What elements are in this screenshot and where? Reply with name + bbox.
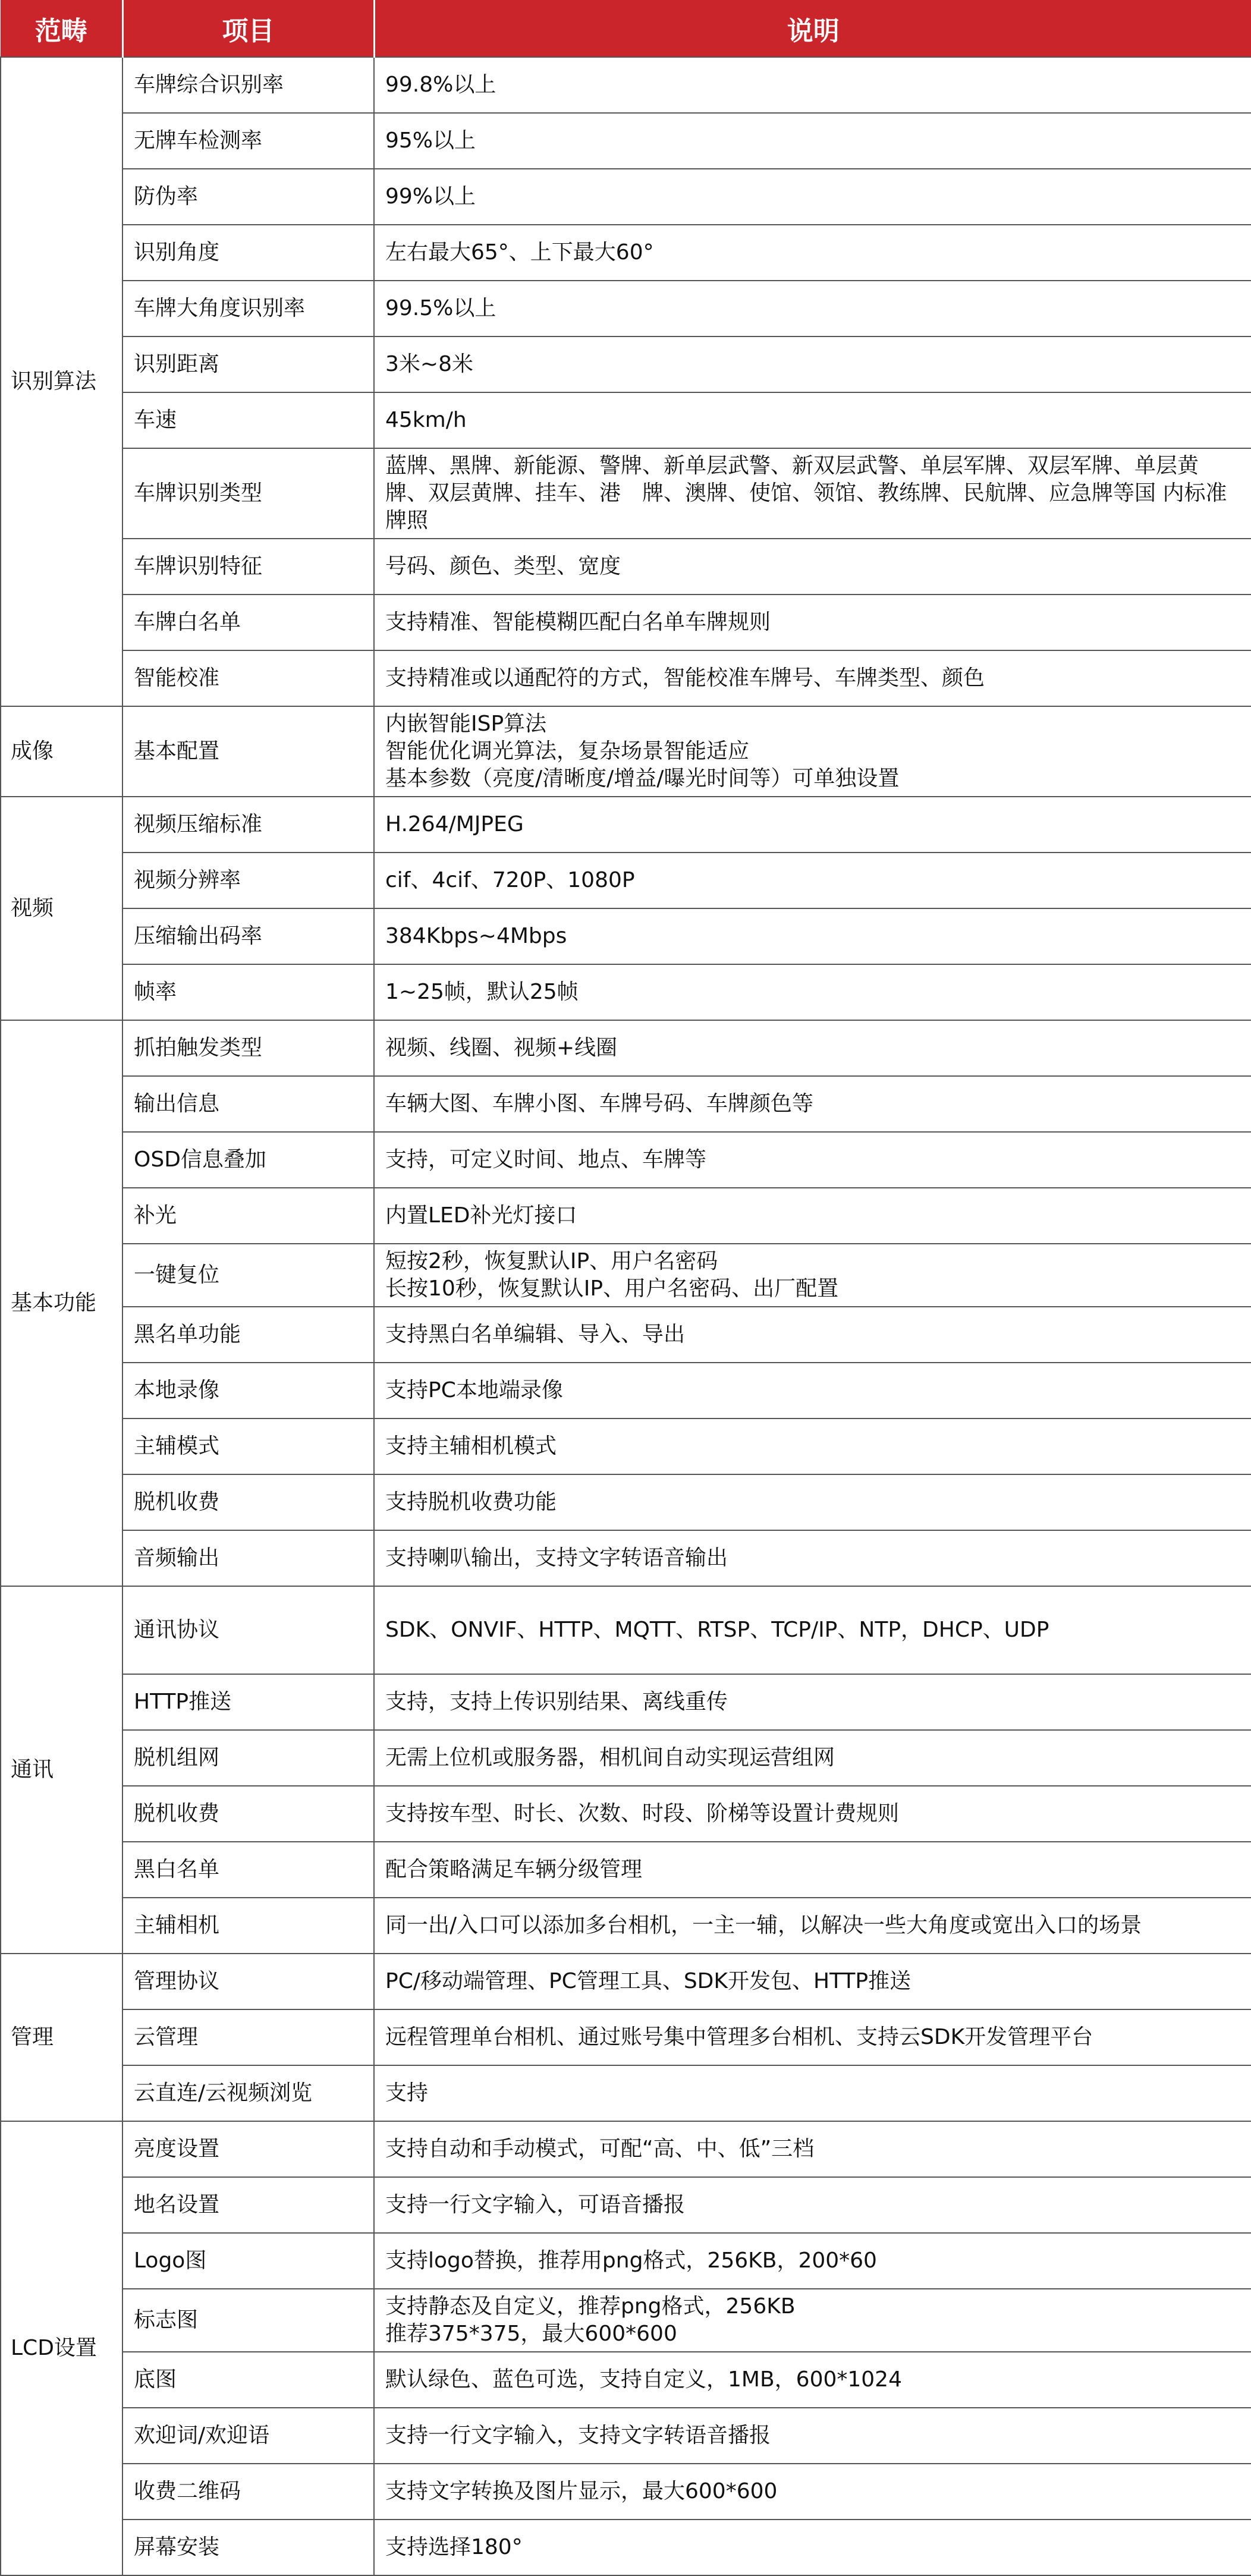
item-cell: 脱机收费 xyxy=(122,1786,374,1842)
description-cell: 蓝牌、黑牌、新能源、警牌、新单层武警、新双层武警、单层军牌、双层军牌、单层黄牌、双层黄牌、挂车、港 牌、澳牌、使馆、领馆、教练牌、民航牌、应急牌等国 内标准牌照 xyxy=(374,448,1251,539)
table-row xyxy=(1,1132,1251,1188)
description-cell: 支持 xyxy=(374,2065,1251,2121)
category-cell: 管理 xyxy=(1,1954,122,2121)
item-cell: 欢迎词/欢迎语 xyxy=(122,2408,374,2464)
item-cell: 屏幕安装 xyxy=(122,2520,374,2575)
item-cell: 黑白名单 xyxy=(122,1842,374,1898)
description-cell: 内嵌智能ISP算法 智能优化调光算法，复杂场景智能适应 基本参数（亮度/清晰度/增益/曝光时间等）可单独设置 xyxy=(374,706,1251,797)
table-row xyxy=(1,2464,1251,2520)
item-cell: 车牌识别类型 xyxy=(122,448,374,539)
item-cell: 标志图 xyxy=(122,2289,374,2352)
table-row xyxy=(1,1786,1251,1842)
description-cell: 支持黑白名单编辑、导入、导出 xyxy=(374,1307,1251,1363)
item-cell: HTTP推送 xyxy=(122,1674,374,1730)
table-row xyxy=(1,1418,1251,1474)
table-row xyxy=(1,281,1251,336)
item-cell: 无牌车检测率 xyxy=(122,113,374,169)
category-cell: 视频 xyxy=(1,797,122,1020)
description-cell: H.264/MJPEG xyxy=(374,797,1251,853)
description-cell: 无需上位机或服务器，相机间自动实现运营组网 xyxy=(374,1730,1251,1786)
table-row xyxy=(1,1898,1251,1954)
table-row xyxy=(1,169,1251,225)
item-cell: 地名设置 xyxy=(122,2177,374,2233)
item-cell: 收费二维码 xyxy=(122,2464,374,2520)
item-cell: 帧率 xyxy=(122,964,374,1020)
header-item: 项目 xyxy=(122,0,374,57)
item-cell: OSD信息叠加 xyxy=(122,1132,374,1188)
item-cell: 音频输出 xyxy=(122,1530,374,1586)
description-cell: 支持选择180° xyxy=(374,2520,1251,2575)
table-row xyxy=(1,448,1251,539)
table-row xyxy=(1,1730,1251,1786)
table-row xyxy=(1,2121,1251,2177)
item-cell: 抓拍触发类型 xyxy=(122,1020,374,1076)
description-cell: 99%以上 xyxy=(374,169,1251,225)
header-category: 范畴 xyxy=(1,0,122,57)
table-row xyxy=(1,1188,1251,1244)
description-cell: 支持精准、智能模糊匹配白名单车牌规则 xyxy=(374,595,1251,650)
item-cell: 云直连/云视频浏览 xyxy=(122,2065,374,2121)
description-cell: 支持一行文字输入，支持文字转语音播报 xyxy=(374,2408,1251,2464)
table-row xyxy=(1,1244,1251,1307)
description-cell: 3米~8米 xyxy=(374,336,1251,392)
table-row xyxy=(1,1474,1251,1530)
description-cell: 99.8%以上 xyxy=(374,57,1251,113)
item-cell: 亮度设置 xyxy=(122,2121,374,2177)
description-cell: PC/移动端管理、PC管理工具、SDK开发包、HTTP推送 xyxy=(374,1954,1251,2009)
table-row xyxy=(1,908,1251,964)
table-row xyxy=(1,1020,1251,1076)
item-cell: 视频压缩标准 xyxy=(122,797,374,853)
item-cell: 云管理 xyxy=(122,2009,374,2065)
description-cell: 支持脱机收费功能 xyxy=(374,1474,1251,1530)
table-row xyxy=(1,964,1251,1020)
table-row xyxy=(1,1363,1251,1418)
description-cell: 支持主辅相机模式 xyxy=(374,1418,1251,1474)
description-cell: 配合策略满足车辆分级管理 xyxy=(374,1842,1251,1898)
description-cell: 支持一行文字输入，可语音播报 xyxy=(374,2177,1251,2233)
item-cell: Logo图 xyxy=(122,2233,374,2289)
table-row xyxy=(1,1530,1251,1586)
table-header xyxy=(1,0,1251,57)
table-row xyxy=(1,57,1251,113)
category-cell: 通讯 xyxy=(1,1586,122,1954)
table-row xyxy=(1,853,1251,908)
item-cell: 智能校准 xyxy=(122,650,374,706)
category-cell: 识别算法 xyxy=(1,57,122,706)
item-cell: 脱机收费 xyxy=(122,1474,374,1530)
table-row xyxy=(1,2065,1251,2121)
item-cell: 补光 xyxy=(122,1188,374,1244)
table-row xyxy=(1,2009,1251,2065)
table-row xyxy=(1,392,1251,448)
description-cell: 384Kbps~4Mbps xyxy=(374,908,1251,964)
item-cell: 车牌综合识别率 xyxy=(122,57,374,113)
table-row xyxy=(1,2177,1251,2233)
description-cell: 45km/h xyxy=(374,392,1251,448)
item-cell: 脱机组网 xyxy=(122,1730,374,1786)
description-cell: 车辆大图、车牌小图、车牌号码、车牌颜色等 xyxy=(374,1076,1251,1132)
item-cell: 视频分辨率 xyxy=(122,853,374,908)
table-row xyxy=(1,2233,1251,2289)
table-row xyxy=(1,2289,1251,2352)
item-cell: 黑名单功能 xyxy=(122,1307,374,1363)
description-cell: 支持，可定义时间、地点、车牌等 xyxy=(374,1132,1251,1188)
description-cell: cif、4cif、720P、1080P xyxy=(374,853,1251,908)
description-cell: 支持喇叭输出，支持文字转语音输出 xyxy=(374,1530,1251,1586)
description-cell: 1~25帧，默认25帧 xyxy=(374,964,1251,1020)
item-cell: 主辅模式 xyxy=(122,1418,374,1474)
item-cell: 车速 xyxy=(122,392,374,448)
table-row xyxy=(1,1307,1251,1363)
item-cell: 管理协议 xyxy=(122,1954,374,2009)
description-cell: 支持精准或以通配符的方式，智能校准车牌号、车牌类型、颜色 xyxy=(374,650,1251,706)
header-description: 说明 xyxy=(374,0,1251,57)
item-cell: 一键复位 xyxy=(122,1244,374,1307)
description-cell: 支持自动和手动模式，可配“高、中、低”三档 xyxy=(374,2121,1251,2177)
item-cell: 识别角度 xyxy=(122,225,374,281)
header-row xyxy=(1,0,1251,57)
description-cell: 默认绿色、蓝色可选，支持自定义，1MB，600*1024 xyxy=(374,2352,1251,2408)
item-cell: 识别距离 xyxy=(122,336,374,392)
table-row xyxy=(1,2352,1251,2408)
description-cell: 支持logo替换，推荐用png格式，256KB，200*60 xyxy=(374,2233,1251,2289)
table-row xyxy=(1,539,1251,595)
item-cell: 本地录像 xyxy=(122,1363,374,1418)
item-cell: 基本配置 xyxy=(122,706,374,797)
description-cell: 内置LED补光灯接口 xyxy=(374,1188,1251,1244)
description-cell: 支持按车型、时长、次数、时段、阶梯等设置计费规则 xyxy=(374,1786,1251,1842)
category-cell: 基本功能 xyxy=(1,1020,122,1586)
table-row xyxy=(1,2408,1251,2464)
item-cell: 底图 xyxy=(122,2352,374,2408)
description-cell: 短按2秒，恢复默认IP、用户名密码 长按10秒，恢复默认IP、用户名密码、出厂配置 xyxy=(374,1244,1251,1307)
table-row xyxy=(1,650,1251,706)
table-body xyxy=(1,57,1251,2575)
table-row xyxy=(1,2520,1251,2575)
description-cell: 支持静态及自定义，推荐png格式，256KB 推荐375*375，最大600*600 xyxy=(374,2289,1251,2352)
description-cell: 支持文字转换及图片显示，最大600*600 xyxy=(374,2464,1251,2520)
description-cell: 95%以上 xyxy=(374,113,1251,169)
table-row xyxy=(1,1954,1251,2009)
description-cell: 号码、颜色、类型、宽度 xyxy=(374,539,1251,595)
description-cell: 同一出/入口可以添加多台相机，一主一辅，以解决一些大角度或宽出入口的场景 xyxy=(374,1898,1251,1954)
description-cell: 远程管理单台相机、通过账号集中管理多台相机、支持云SDK开发管理平台 xyxy=(374,2009,1251,2065)
description-cell: 支持，支持上传识别结果、离线重传 xyxy=(374,1674,1251,1730)
description-cell: 99.5%以上 xyxy=(374,281,1251,336)
item-cell: 通讯协议 xyxy=(122,1586,374,1674)
category-cell: 成像 xyxy=(1,706,122,797)
item-cell: 输出信息 xyxy=(122,1076,374,1132)
item-cell: 压缩输出码率 xyxy=(122,908,374,964)
description-cell: 左右最大65°、上下最大60° xyxy=(374,225,1251,281)
description-cell: 视频、线圈、视频+线圈 xyxy=(374,1020,1251,1076)
table-row xyxy=(1,595,1251,650)
table-row xyxy=(1,225,1251,281)
table-row xyxy=(1,1076,1251,1132)
item-cell: 防伪率 xyxy=(122,169,374,225)
table-row xyxy=(1,797,1251,853)
table-row xyxy=(1,113,1251,169)
table-row xyxy=(1,1674,1251,1730)
item-cell: 车牌识别特征 xyxy=(122,539,374,595)
table-row xyxy=(1,336,1251,392)
table-row xyxy=(1,1586,1251,1674)
item-cell: 车牌白名单 xyxy=(122,595,374,650)
category-cell: LCD设置 xyxy=(1,2121,122,2575)
item-cell: 车牌大角度识别率 xyxy=(122,281,374,336)
table-row xyxy=(1,706,1251,797)
description-cell: 支持PC本地端录像 xyxy=(374,1363,1251,1418)
table-row xyxy=(1,1842,1251,1898)
item-cell: 主辅相机 xyxy=(122,1898,374,1954)
description-cell: SDK、ONVIF、HTTP、MQTT、RTSP、TCP/IP、NTP，DHCP、UDP xyxy=(374,1586,1251,1674)
